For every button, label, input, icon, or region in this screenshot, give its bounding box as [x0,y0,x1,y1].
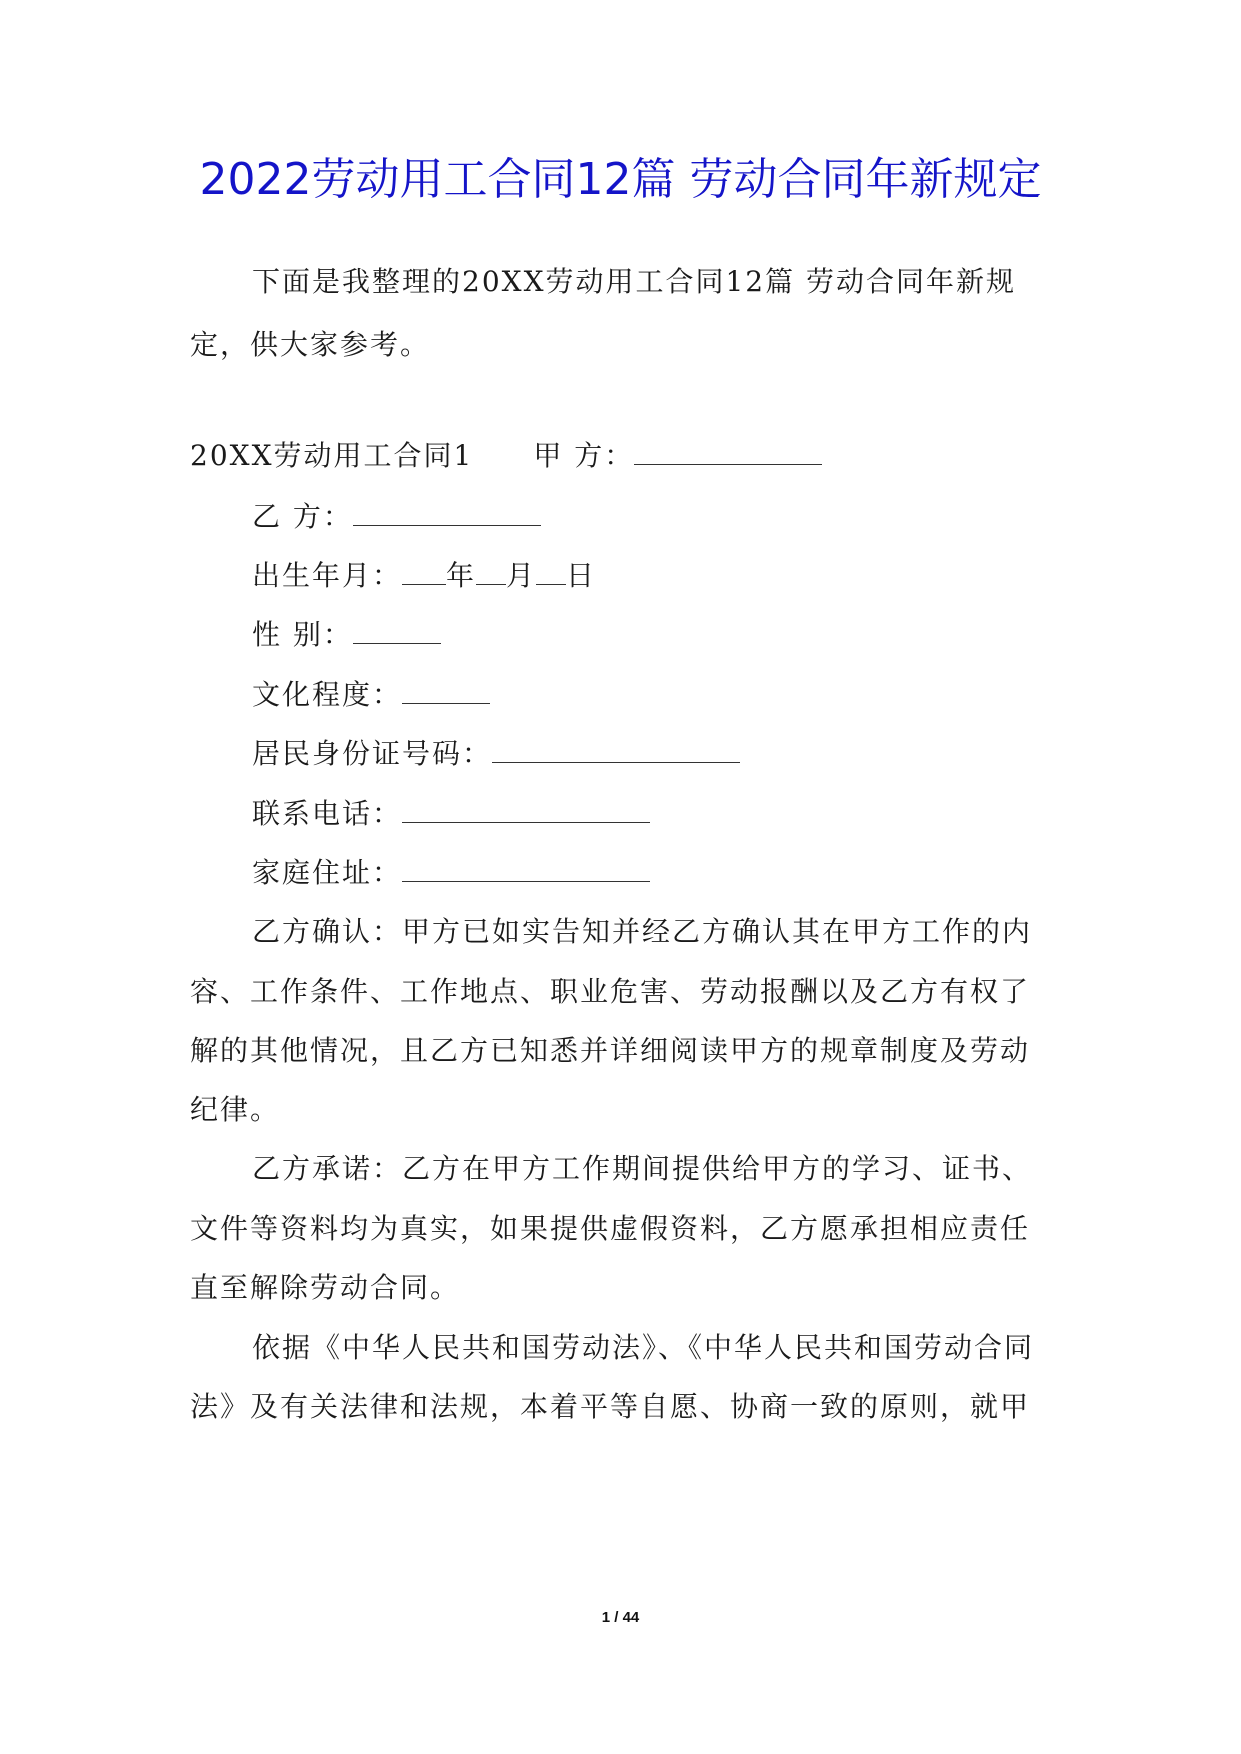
id-label: 居民身份证号码： [252,737,493,770]
phone-blank [402,796,650,823]
id-blank [492,736,740,763]
confirm-line-3: 解的其他情况，且乙方已知悉并详细阅读甲方的规章制度及劳动 [190,1034,1031,1067]
education-row [252,675,490,715]
birth-label: 出生年月： [252,559,403,592]
address-row [252,853,650,893]
contract-heading: 20XX劳动用工合同1 [190,439,474,472]
gender-row [252,615,441,655]
party-a-blank [634,438,822,465]
birth-month-blank [476,558,506,585]
id-row [252,734,740,774]
birth-row [252,556,596,596]
document-title: 2022劳动用工合同12篇 劳动合同年新规定 [199,154,1042,205]
address-blank [402,855,650,882]
contract-heading-row [190,436,822,476]
basis-line-1: 依据《中华人民共和国劳动法》、《中华人民共和国劳动合同 [252,1331,1035,1364]
intro-line-1: 下面是我整理的20XX劳动用工合同12篇 劳动合同年新规 [252,265,1017,298]
education-label: 文化程度： [252,678,403,711]
confirm-line-2: 容、工作条件、工作地点、职业危害、劳动报酬以及乙方有权了 [190,975,1031,1008]
promise-line-2: 文件等资料均为真实，如果提供虚假资料，乙方愿承担相应责任 [190,1212,1031,1245]
party-b-row [252,497,541,537]
address-label: 家庭住址： [252,856,403,889]
promise-line-1: 乙方承诺：乙方在甲方工作期间提供给甲方的学习、证书、 [252,1152,1033,1185]
phone-label: 联系电话： [252,797,403,830]
education-blank [402,677,490,704]
birth-day-label: 日 [566,559,597,592]
birth-year-blank [402,558,446,585]
gender-label: 性 别： [252,618,353,651]
party-b-blank [353,499,541,526]
page-number: 1 / 44 [601,1609,640,1626]
birth-year-label: 年 [446,559,477,592]
intro-line-2: 定，供大家参考。 [190,328,431,361]
confirm-line-1: 乙方确认：甲方已如实告知并经乙方确认其在甲方工作的内 [252,915,1033,948]
promise-line-3: 直至解除劳动合同。 [190,1271,461,1304]
birth-month-label: 月 [506,559,537,592]
gender-blank [353,617,441,644]
basis-line-2: 法》及有关法律和法规，本着平等自愿、协商一致的原则，就甲 [190,1390,1031,1423]
phone-row [252,794,650,834]
party-a-label: 甲 方： [533,439,635,472]
party-b-label: 乙 方： [252,500,353,533]
birth-day-blank [536,558,566,585]
confirm-line-4: 纪律。 [190,1093,281,1126]
